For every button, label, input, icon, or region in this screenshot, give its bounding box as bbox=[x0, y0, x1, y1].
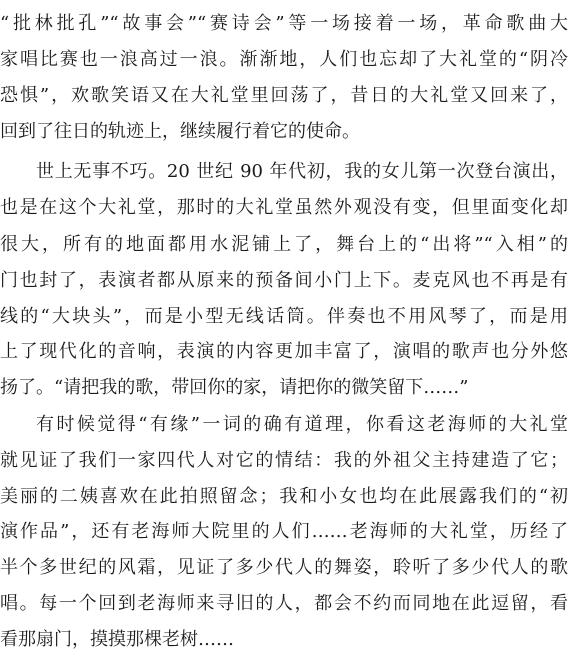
paragraph-3-line-1: 有时候觉得“有缘”一词的确有道理，你看这老海师的大礼堂 bbox=[36, 414, 568, 435]
paragraph-2-line-1: 世上无事不巧。20 世纪 90 年代初，我的女儿第一次登台演出， bbox=[36, 161, 568, 182]
paragraph-2-line-2: 也是在这个大礼堂，那时的大礼堂虽然外观没有变，但里面变化却 bbox=[0, 197, 568, 218]
paragraph-1-line-1: “批林批孔”“故事会”“赛诗会”等一场接着一场，革命歌曲大 bbox=[0, 13, 568, 34]
paragraph-3-line-2: 就见证了我们一家四代人对它的情结：我的外祖父主持建造了它； bbox=[0, 450, 568, 471]
paragraph-1-line-3: 恐惧”，欢歌笑语又在大礼堂里回荡了，昔日的大礼堂又回来了， bbox=[0, 85, 568, 106]
paragraph-1-line-4: 回到了往日的轨迹上，继续履行着它的使命。 bbox=[0, 121, 360, 142]
paragraph-3-line-6: 唱。每一个回到老海师来寻旧的人，都会不约而同地在此逗留，看 bbox=[0, 593, 568, 614]
paragraph-2-line-6: 上了现代化的音响，表演的内容更加丰富了，演唱的歌声也分外悠 bbox=[0, 341, 568, 362]
paragraph-3-line-4: 演作品”，还有老海师大院里的人们……老海师的大礼堂，历经了 bbox=[0, 521, 568, 542]
paragraph-3-line-7: 看那扇门，摸摸那棵老树…… bbox=[0, 629, 234, 650]
paragraph-3-line-3: 美丽的二姨喜欢在此拍照留念；我和小女也均在此展露我们的“初 bbox=[0, 486, 568, 507]
paragraph-3-line-5: 半个多世纪的风霜，见证了多少代人的舞姿，聆听了多少代人的歌 bbox=[0, 557, 568, 578]
paragraph-2-line-7: 扬了。“请把我的歌，带回你的家，请把你的微笑留下……” bbox=[0, 377, 469, 398]
paragraph-2-line-5: 线的“大块头”，而是小型无线话筒。伴奏也不用风琴了，而是用 bbox=[0, 306, 568, 327]
paragraph-2-line-4: 门也封了，表演者都从原来的预备间小门上下。麦克风也不再是有 bbox=[0, 270, 568, 291]
paragraph-1-line-2: 家唱比赛也一浪高过一浪。渐渐地，人们也忘却了大礼堂的“阴冷 bbox=[0, 49, 568, 70]
paragraph-2-line-3: 很大，所有的地面都用水泥铺上了，舞台上的“出将”“入相”的 bbox=[0, 234, 568, 255]
